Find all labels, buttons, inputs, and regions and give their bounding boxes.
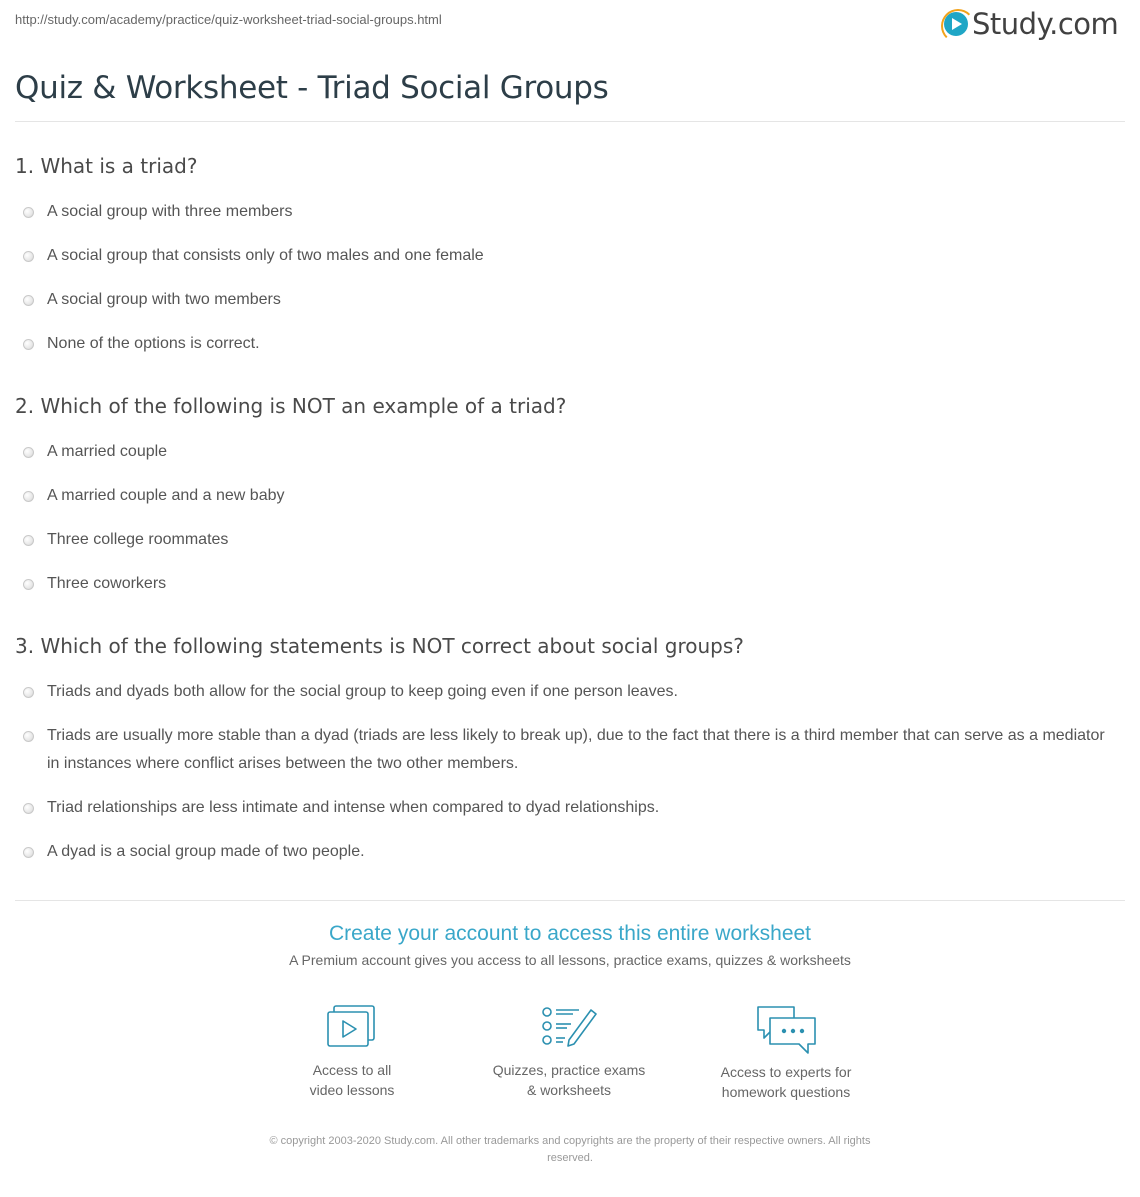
quiz-checklist-icon	[539, 1004, 599, 1050]
answer-option[interactable]	[23, 844, 1123, 866]
study-logo[interactable]	[944, 6, 1118, 42]
logo-text: Study.com	[972, 7, 1119, 41]
cta-title-link[interactable]: Create your account to access this entire worksheet	[328, 922, 812, 945]
answer-text: Three college roommates	[47, 531, 229, 548]
answer-option[interactable]	[23, 292, 1123, 314]
feature-quizzes	[469, 1004, 669, 1100]
answer-option[interactable]	[23, 488, 1123, 510]
answer-option[interactable]	[23, 532, 1123, 554]
answer-option[interactable]	[23, 576, 1123, 598]
question-2	[15, 394, 1125, 418]
radio-button[interactable]	[23, 847, 34, 858]
radio-button[interactable]	[23, 535, 34, 546]
answer-text: A social group that consists only of two males and one female	[47, 247, 484, 264]
answer-text: Triads are usually more stable than a dyad (triads are less likely to break up), due to the fact that there is a third member that can serve as a mediator in instances where conflict arises between the two other members.	[47, 727, 1105, 772]
copyright-line: reserved.	[547, 1152, 593, 1164]
copyright-notice	[0, 1133, 1140, 1167]
feature-video-lessons	[252, 1004, 452, 1100]
radio-button[interactable]	[23, 687, 34, 698]
answer-text: A married couple	[47, 443, 168, 460]
radio-button[interactable]	[23, 339, 34, 350]
divider	[15, 121, 1125, 122]
feature-label-line: Quizzes, practice exams	[492, 1062, 646, 1078]
play-logo-icon	[944, 12, 968, 36]
answer-option[interactable]	[23, 728, 1123, 778]
answer-text: Triads and dyads both allow for the social group to keep going even if one person leaves.	[47, 683, 678, 700]
answer-text: None of the options is correct.	[47, 335, 260, 352]
feature-label-line: Access to experts for	[720, 1064, 852, 1080]
feature-label-line: Access to all	[312, 1062, 392, 1078]
question-1	[15, 154, 1125, 178]
radio-button[interactable]	[23, 295, 34, 306]
answer-option[interactable]	[23, 248, 1123, 270]
answer-text: Triad relationships are less intimate and intense when compared to dyad relationships.	[47, 799, 660, 816]
feature-experts	[686, 1004, 886, 1102]
feature-label-line: video lessons	[309, 1082, 395, 1098]
radio-button[interactable]	[23, 579, 34, 590]
signup-cta	[0, 922, 1140, 968]
radio-button[interactable]	[23, 447, 34, 458]
feature-label-line: homework questions	[721, 1084, 851, 1100]
answer-option[interactable]	[23, 800, 1123, 822]
question-text: 3. Which of the following statements is NOT correct about social groups?	[15, 634, 744, 658]
page-url: http://study.com/academy/practice/quiz-worksheet-triad-social-groups.html	[15, 12, 442, 27]
question-text: 2. Which of the following is NOT an example of a triad?	[15, 394, 567, 418]
answer-option[interactable]	[23, 444, 1123, 466]
divider	[15, 900, 1125, 901]
radio-button[interactable]	[23, 207, 34, 218]
chat-bubbles-icon	[754, 1004, 818, 1056]
radio-button[interactable]	[23, 803, 34, 814]
radio-button[interactable]	[23, 731, 34, 742]
answer-text: A dyad is a social group made of two people.	[47, 843, 365, 860]
feature-label-line: & worksheets	[526, 1082, 612, 1098]
radio-button[interactable]	[23, 251, 34, 262]
answer-option[interactable]	[23, 336, 1123, 358]
cta-subtitle: A Premium account gives you access to all lessons, practice exams, quizzes & worksheets	[289, 952, 851, 968]
answer-option[interactable]	[23, 684, 1123, 706]
video-lessons-icon	[325, 1004, 379, 1050]
page-header	[0, 0, 1140, 60]
copyright-line: © copyright 2003-2020 Study.com. All other trademarks and copyrights are the property of their respective owners. All rights	[269, 1135, 871, 1147]
answer-text: A married couple and a new baby	[47, 487, 285, 504]
answer-text: A social group with three members	[47, 203, 293, 220]
radio-button[interactable]	[23, 491, 34, 502]
answer-text: Three coworkers	[47, 575, 167, 592]
page-title: Quiz & Worksheet - Triad Social Groups	[15, 70, 609, 106]
answer-option[interactable]	[23, 204, 1123, 226]
answer-text: A social group with two members	[47, 291, 281, 308]
question-3	[15, 634, 1125, 658]
question-text: 1. What is a triad?	[15, 154, 198, 178]
